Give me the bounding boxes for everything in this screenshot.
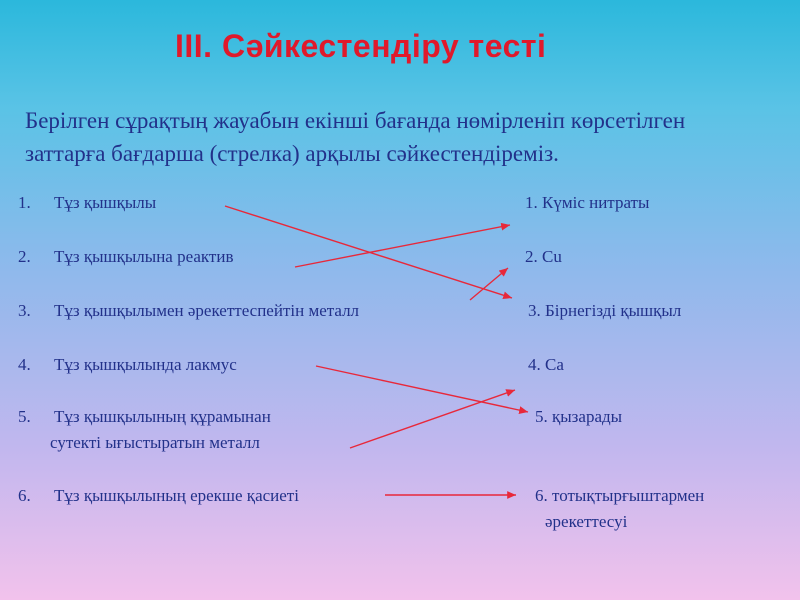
left-item-number: 4. — [18, 355, 31, 374]
left-item-number: 5. — [18, 407, 31, 426]
left-item-number: 3. — [18, 301, 31, 320]
right-item-1: 1. Күміс нитраты — [525, 193, 650, 212]
left-item-label: Тұз қышқылымен әрекеттеспейтін металл — [54, 301, 360, 320]
left-item-label: Тұз қышқылына реактив — [54, 247, 234, 266]
left-item-number: 1. — [18, 193, 31, 212]
right-item-6-continuation: әрекеттесуі — [545, 512, 628, 531]
right-item-6: 6. тотықтырғыштармен — [535, 486, 705, 505]
arrow-5-to-4 — [350, 390, 515, 448]
left-item-label: Тұз қышқылында лакмус — [54, 355, 237, 374]
slide-title: ІІІ. Сәйкестендіру тесті — [175, 28, 547, 64]
right-item-4: 4. Са — [528, 355, 564, 374]
right-item-3: 3. Бірнегізді қышқыл — [528, 301, 682, 320]
intro-line-2: заттарға бағдарша (стрелка) арқылы сәйкестендіреміз. — [25, 141, 559, 166]
left-item-label: Тұз қышқылының ерекше қасиеті — [54, 486, 299, 505]
arrow-4-to-5 — [316, 366, 528, 412]
right-item-2: 2. Cu — [525, 247, 562, 266]
left-item-number: 6. — [18, 486, 31, 505]
left-item-label: Тұз қышқылы — [54, 193, 157, 212]
left-item-label: Тұз қышқылының құрамынан — [54, 407, 271, 426]
intro-line-1: Берілген сұрақтың жауабын екінші бағанда нөмірленіп көрсетілген — [25, 108, 686, 133]
right-item-5: 5. қызарады — [535, 407, 623, 426]
left-item-5-continuation: сутекті ығыстыратын металл — [50, 433, 260, 452]
arrow-2-to-1 — [295, 225, 510, 267]
left-item-number: 2. — [18, 247, 31, 266]
